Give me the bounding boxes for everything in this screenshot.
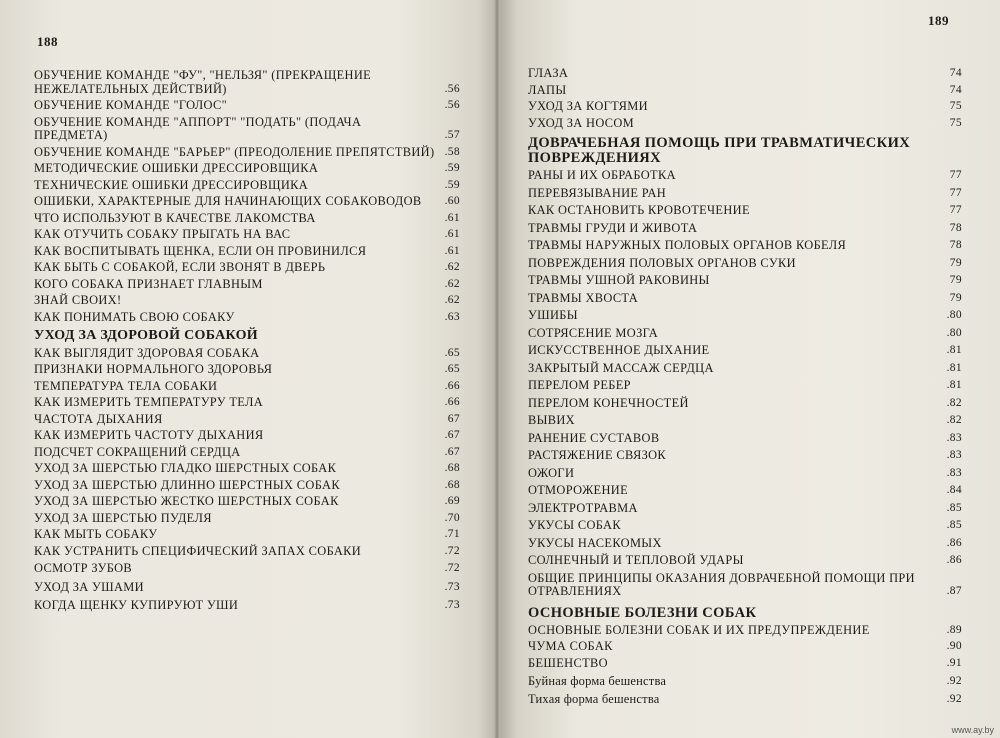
toc-entry-page: 77 xyxy=(949,186,962,199)
toc-entry xyxy=(528,414,962,428)
toc-entry-page: 74 xyxy=(949,67,962,79)
toc-entry xyxy=(34,413,460,427)
toc-entry xyxy=(528,502,962,516)
toc-entry xyxy=(528,537,962,551)
toc-entry-page: 67 xyxy=(447,412,460,425)
toc-entry-page: .61 xyxy=(444,211,460,224)
toc-entry-page: .63 xyxy=(444,310,460,323)
toc-entry xyxy=(34,245,460,259)
toc-entry xyxy=(34,311,460,325)
toc-entry xyxy=(528,657,962,671)
toc-entry-page: .83 xyxy=(946,431,962,444)
toc-entry-title: ОБЩИЕ ПРИНЦИПЫ ОКАЗАНИЯ ДОВРАЧЕБНОЙ ПОМОЩИ ПРИ ОТРАВЛЕНИЯХ xyxy=(528,570,915,598)
toc-entry-title: РАСТЯЖЕНИЕ СВЯЗОК xyxy=(528,448,667,462)
toc-entry-title: БЕШЕНСТВО xyxy=(528,655,608,670)
toc-entry xyxy=(34,545,460,559)
toc-entry xyxy=(34,347,460,361)
toc-entry xyxy=(528,309,962,323)
toc-entry xyxy=(528,169,962,183)
toc-entry-page: .68 xyxy=(444,478,460,491)
toc-entry-page: .82 xyxy=(946,414,962,426)
toc-entry-title: ОБУЧЕНИЕ КОМАНДЕ "ФУ", "НЕЛЬЗЯ" (ПРЕКРАЩЕНИЕ НЕЖЕЛАТЕЛЬНЫХ ДЕЙСТВИЙ) xyxy=(34,68,372,96)
toc-entry-title: ЗНАЙ СВОИХ! xyxy=(34,293,122,307)
toc-entry-title: УХОД ЗА ШЕРСТЬЮ ГЛАДКО ШЕРСТНЫХ СОБАК xyxy=(34,461,337,475)
toc-entry-title: ЭЛЕКТРОТРАВМА xyxy=(528,500,638,515)
toc-entry-title: СОТРЯСЕНИЕ МОЗГА xyxy=(528,325,659,340)
toc-entry-page: 75 xyxy=(949,100,962,112)
toc-entry xyxy=(528,554,962,568)
toc-entry-page: .58 xyxy=(444,145,460,158)
toc-entry xyxy=(528,117,962,131)
toc-entry-title: УШИБЫ xyxy=(528,308,578,322)
toc-entry xyxy=(528,239,962,253)
toc-entry xyxy=(34,261,460,275)
toc-entry-page: .91 xyxy=(946,656,962,669)
toc-entry-title: ОСНОВНЫЕ БОЛЕЗНИ СОБАК И ИХ ПРЕДУПРЕЖДЕНИЕ xyxy=(528,622,870,637)
toc-entry-title: КАК МЫТЬ СОБАКУ xyxy=(34,527,158,541)
toc-entry-page: .62 xyxy=(444,261,460,273)
toc-entry-page: 79 xyxy=(949,256,962,269)
toc-entry-title: ОТМОРОЖЕНИЕ xyxy=(528,483,628,497)
toc-entry xyxy=(528,640,962,654)
toc-entry-title: ДОВРАЧЕБНАЯ ПОМОЩЬ ПРИ ТРАВМАТИЧЕСКИХ ПОВРЕЖДЕНИЯХ xyxy=(528,135,911,166)
toc-entry-page: .72 xyxy=(444,544,460,557)
toc-entry-page: .73 xyxy=(444,599,460,611)
toc-entry-title: ГЛАЗА xyxy=(528,66,569,80)
toc-entry xyxy=(528,572,962,599)
toc-entry xyxy=(34,495,460,509)
toc-entry xyxy=(34,278,460,292)
toc-entry-title: КОГДА ЩЕНКУ КУПИРУЮТ УШИ xyxy=(34,598,239,612)
toc-entry-title: ОСНОВНЫЕ БОЛЕЗНИ СОБАК xyxy=(528,604,757,621)
toc-entry-page: .56 xyxy=(444,82,460,95)
toc-entry xyxy=(528,449,962,463)
toc-entry-page: .80 xyxy=(946,309,962,321)
toc-entry-page: .90 xyxy=(946,640,962,652)
left-page-number: 188 xyxy=(37,34,58,49)
toc-entry-title: КАК ОСТАНОВИТЬ КРОВОТЕЧЕНИЕ xyxy=(528,203,750,217)
toc-entry-page: .73 xyxy=(444,580,460,593)
toc-entry-title: РАНЕНИЕ СУСТАВОВ xyxy=(528,430,660,445)
toc-entry-title: ПЕРЕВЯЗЫВАНИЕ РАН xyxy=(528,185,667,200)
toc-entry-page: .85 xyxy=(946,501,962,514)
toc-entry xyxy=(34,512,460,526)
toc-entry-page: .66 xyxy=(444,379,460,392)
toc-entry-title: ЗАКРЫТЫЙ МАССАЖ СЕРДЦА xyxy=(528,360,714,375)
toc-entry-title: КАК БЫТЬ С СОБАКОЙ, ЕСЛИ ЗВОНЯТ В ДВЕРЬ xyxy=(34,260,326,274)
toc-entry xyxy=(528,84,962,98)
toc-entry-page: .61 xyxy=(444,228,460,240)
toc-section-heading xyxy=(528,136,962,166)
toc-entry-title: ЧТО ИСПОЛЬЗУЮТ В КАЧЕСТВЕ ЛАКОМСТВА xyxy=(34,210,316,225)
toc-entry-title: ПОДСЧЕТ СОКРАЩЕНИЙ СЕРДЦА xyxy=(34,444,241,459)
toc-entry-page: .80 xyxy=(946,326,962,339)
toc-entry-page: .68 xyxy=(444,462,460,474)
toc-entry xyxy=(528,222,962,236)
toc-entry-page: .92 xyxy=(946,675,962,687)
toc-entry-page: .60 xyxy=(444,195,460,207)
toc-entry-page: .81 xyxy=(946,361,962,374)
toc-entry xyxy=(528,362,962,376)
toc-entry-page: .65 xyxy=(444,346,460,359)
toc-entry-title: ОБУЧЕНИЕ КОМАНДЕ "АППОРТ" "ПОДАТЬ" (ПОДАЧА ПРЕДМЕТА) xyxy=(34,114,362,142)
toc-entry-title: ПЕРЕЛОМ РЕБЕР xyxy=(528,378,631,392)
toc-entry xyxy=(528,467,962,481)
toc-entry-page: .86 xyxy=(946,554,962,566)
toc-entry-title: УКУСЫ НАСЕКОМЫХ xyxy=(528,535,662,550)
toc-entry xyxy=(528,397,962,411)
toc-entry xyxy=(528,675,962,689)
toc-entry xyxy=(34,528,460,542)
toc-entry-page: .62 xyxy=(444,277,460,290)
toc-entry xyxy=(528,67,962,81)
toc-entry xyxy=(34,429,460,443)
toc-entry-title: КАК ОТУЧИТЬ СОБАКУ ПРЫГАТЬ НА ВАС xyxy=(34,227,291,241)
toc-entry-page: .82 xyxy=(946,396,962,409)
toc-section-heading xyxy=(34,329,460,343)
toc-entry-page: .89 xyxy=(946,623,962,636)
toc-entry-title: Тихая форма бешенства xyxy=(528,691,660,706)
toc-entry-page: 78 xyxy=(949,221,962,234)
toc-entry xyxy=(528,204,962,218)
toc-entry-page: 79 xyxy=(949,291,962,304)
toc-entry-title: ТЕМПЕРАТУРА ТЕЛА СОБАКИ xyxy=(34,378,218,393)
toc-entry-page: .92 xyxy=(946,692,962,705)
toc-entry xyxy=(528,274,962,288)
toc-entry xyxy=(34,294,460,308)
toc-entry-page: 77 xyxy=(949,169,962,181)
toc-entry-page: 78 xyxy=(949,239,962,251)
toc-entry-page: .62 xyxy=(444,294,460,306)
toc-entry-title: ЧУМА СОБАК xyxy=(528,639,613,653)
toc-entry-title: ТРАВМЫ НАРУЖНЫХ ПОЛОВЫХ ОРГАНОВ КОБЕЛЯ xyxy=(528,238,847,252)
toc-entry-title: ИСКУССТВЕННОЕ ДЫХАНИЕ xyxy=(528,343,710,357)
book-gutter xyxy=(494,0,500,738)
toc-entry xyxy=(34,380,460,394)
toc-entry xyxy=(34,212,460,226)
toc-entry-page: .67 xyxy=(444,429,460,441)
toc-entry-page: .65 xyxy=(444,363,460,375)
toc-entry-page: .83 xyxy=(946,449,962,461)
toc-entry xyxy=(528,693,962,707)
toc-entry xyxy=(528,519,962,533)
toc-entry-title: КАК ИЗМЕРИТЬ ТЕМПЕРАТУРУ ТЕЛА xyxy=(34,395,264,409)
toc-entry-page: 75 xyxy=(949,116,962,129)
toc-entry-title: ОБУЧЕНИЕ КОМАНДЕ "БАРЬЕР" (ПРЕОДОЛЕНИЕ ПРЕПЯТСТВИЙ) xyxy=(34,144,435,159)
toc-entry-title: УХОД ЗА ЗДОРОВОЙ СОБАКОЙ xyxy=(34,328,258,343)
watermark: www.ay.by xyxy=(951,725,994,735)
toc-entry xyxy=(528,344,962,358)
toc-entry-page: .72 xyxy=(444,562,460,574)
toc-entry-title: КАК ВЫГЛЯДИТ ЗДОРОВАЯ СОБАКА xyxy=(34,345,260,360)
toc-entry-title: ВЫВИХ xyxy=(528,413,575,427)
toc-entry-page: .61 xyxy=(444,244,460,257)
toc-entry-page: .83 xyxy=(946,466,962,479)
toc-entry-title: КАК УСТРАНИТЬ СПЕЦИФИЧЕСКИЙ ЗАПАХ СОБАКИ xyxy=(34,543,362,558)
toc-entry-page: 79 xyxy=(949,274,962,286)
toc-entry xyxy=(34,446,460,460)
toc-entry-title: ТРАВМЫ ГРУДИ И ЖИВОТА xyxy=(528,220,698,235)
toc-entry-title: УХОД ЗА КОГТЯМИ xyxy=(528,99,648,113)
toc-entry xyxy=(34,479,460,493)
toc-entry xyxy=(34,99,460,113)
toc-entry-page: .84 xyxy=(946,484,962,496)
toc-entry-page: 77 xyxy=(949,204,962,216)
toc-entry-title: Буйная форма бешенства xyxy=(528,674,667,688)
toc-entry-title: УХОД ЗА ШЕРСТЬЮ ПУДЕЛЯ xyxy=(34,510,212,525)
toc-entry xyxy=(34,146,460,160)
toc-entry-title: УХОД ЗА ШЕРСТЬЮ ЖЕСТКО ШЕРСТНЫХ СОБАК xyxy=(34,494,339,508)
toc-entry xyxy=(34,581,460,595)
toc-entry-page: .87 xyxy=(946,585,962,597)
toc-entry xyxy=(34,363,460,377)
toc-entry xyxy=(528,484,962,498)
toc-entry-title: УХОД ЗА УШАМИ xyxy=(34,579,144,594)
toc-entry-page: .70 xyxy=(444,511,460,524)
toc-entry-title: ТЕХНИЧЕСКИЕ ОШИБКИ ДРЕССИРОВЩИКА xyxy=(34,177,309,192)
toc-entry-page: .81 xyxy=(946,344,962,356)
toc-entry xyxy=(34,599,460,613)
toc-entry-page: .57 xyxy=(444,129,460,141)
toc-entry-title: ПРИЗНАКИ НОРМАЛЬНОГО ЗДОРОВЬЯ xyxy=(34,362,273,376)
toc-entry-title: ПЕРЕЛОМ КОНЕЧНОСТЕЙ xyxy=(528,395,689,410)
toc-entry-title: ОБУЧЕНИЕ КОМАНДЕ "ГОЛОС" xyxy=(34,98,227,112)
toc-entry-title: ТРАВМЫ УШНОЙ РАКОВИНЫ xyxy=(528,273,710,287)
toc-entry-title: ОСМОТР ЗУБОВ xyxy=(34,561,133,575)
toc-entry-title: УКУСЫ СОБАК xyxy=(528,518,621,532)
toc-entry-title: УХОД ЗА НОСОМ xyxy=(528,115,635,130)
toc-entry-page: .69 xyxy=(444,495,460,507)
toc-entry xyxy=(34,562,460,576)
toc-entry-title: ОЖОГИ xyxy=(528,465,575,480)
toc-entry xyxy=(34,396,460,410)
toc-entry-page: .67 xyxy=(444,445,460,458)
toc-section-heading xyxy=(528,606,962,621)
toc-entry-page: .85 xyxy=(946,519,962,531)
toc-entry-page: .66 xyxy=(444,396,460,408)
toc-entry-page: .59 xyxy=(444,162,460,174)
toc-entry-title: РАНЫ И ИХ ОБРАБОТКА xyxy=(528,168,676,182)
toc-entry xyxy=(34,195,460,209)
toc-entry-title: УХОД ЗА ШЕРСТЬЮ ДЛИННО ШЕРСТНЫХ СОБАК xyxy=(34,477,340,492)
toc-entry xyxy=(528,257,962,271)
toc-entry-page: .81 xyxy=(946,379,962,391)
toc-entry-title: ТРАВМЫ ХВОСТА xyxy=(528,290,639,305)
toc-entry xyxy=(34,116,460,143)
toc-entry-page: .86 xyxy=(946,536,962,549)
toc-entry-title: МЕТОДИЧЕСКИЕ ОШИБКИ ДРЕССИРОВЩИКА xyxy=(34,161,319,175)
toc-entry xyxy=(528,292,962,306)
toc-entry-title: ПОВРЕЖДЕНИЯ ПОЛОВЫХ ОРГАНОВ СУКИ xyxy=(528,255,796,270)
toc-entry xyxy=(34,162,460,176)
toc-entry-title: СОЛНЕЧНЫЙ И ТЕПЛОВОЙ УДАРЫ xyxy=(528,553,744,567)
toc-entry-title: КАК ПОНИМАТЬ СВОЮ СОБАКУ xyxy=(34,309,235,324)
toc-entry xyxy=(34,228,460,242)
toc-entry-page: .59 xyxy=(444,178,460,191)
toc-entry xyxy=(528,432,962,446)
toc-entry xyxy=(528,327,962,341)
toc-entry-title: ОШИБКИ, ХАРАКТЕРНЫЕ ДЛЯ НАЧИНАЮЩИХ СОБАКОВОДОВ xyxy=(34,194,422,208)
toc-entry xyxy=(528,379,962,393)
toc-right-list xyxy=(528,64,962,706)
toc-entry xyxy=(34,69,460,96)
toc-entry xyxy=(34,179,460,193)
toc-entry-page: .71 xyxy=(444,528,460,540)
toc-left-list xyxy=(34,66,460,613)
toc-entry-title: КАК ВОСПИТЫВАТЬ ЩЕНКА, ЕСЛИ ОН ПРОВИНИЛСЯ xyxy=(34,243,367,258)
toc-entry-title: КОГО СОБАКА ПРИЗНАЕТ ГЛАВНЫМ xyxy=(34,276,263,291)
toc-entry-title: КАК ИЗМЕРИТЬ ЧАСТОТУ ДЫХАНИЯ xyxy=(34,428,264,442)
toc-entry-page: .56 xyxy=(444,99,460,111)
toc-entry xyxy=(34,462,460,476)
toc-entry-page: 74 xyxy=(949,83,962,96)
right-page-number: 189 xyxy=(928,13,949,28)
toc-entry-title: ЛАПЫ xyxy=(528,82,567,97)
toc-entry xyxy=(528,100,962,114)
toc-entry xyxy=(528,624,962,638)
toc-entry-title: ЧАСТОТА ДЫХАНИЯ xyxy=(34,411,163,426)
toc-entry xyxy=(528,187,962,201)
